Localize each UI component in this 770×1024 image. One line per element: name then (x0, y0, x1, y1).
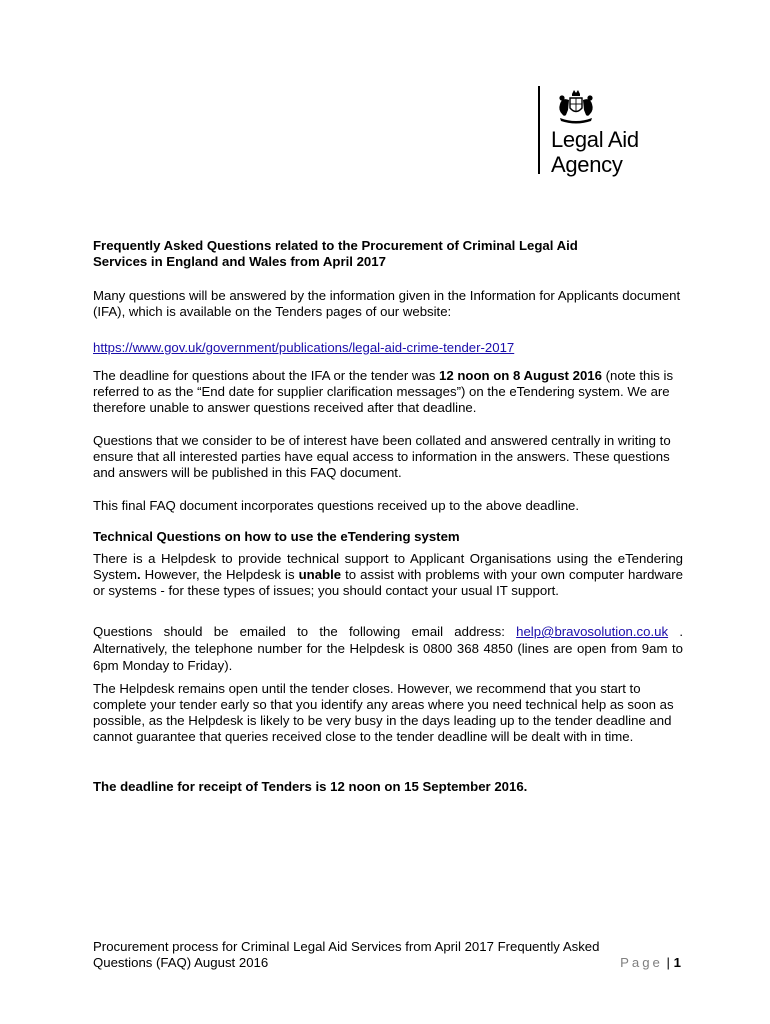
logo-divider (538, 86, 540, 174)
footer-line-1: Procurement process for Criminal Legal Aid Services from April 2017 Frequently Asked (93, 939, 600, 954)
technical-heading: Technical Questions on how to use the eTendering system (93, 529, 460, 544)
royal-coat-of-arms-icon (554, 88, 598, 128)
deadline-paragraph (93, 368, 683, 416)
email-text-b: . Alternatively, the telephone number for the Helpdesk is 0800 368 4850 (lines are open from 9am to 6pm Monday to Friday). (93, 624, 683, 673)
helpdesk-text-b: However, the Helpdesk is (140, 567, 299, 582)
title-line-2: Services in England and Wales from April 2017 (93, 254, 386, 269)
page-separator: | (666, 955, 670, 970)
helpdesk-paragraph (93, 551, 683, 599)
intro-paragraph: Many questions will be answered by the information given in the Information for Applicants document (IFA), which is available on the Tenders pages of our website: (93, 288, 681, 319)
footer-line-2: Questions (FAQ) August 2016 (93, 955, 269, 970)
deadline-text-post: (note this is referred to as the “End date for supplier clarification messages”) on the eTendering system. We are therefore unable to answer questions received after that deadline. (93, 368, 674, 415)
logo-line-1: Legal Aid (551, 127, 639, 152)
helpdesk-text-c: to assist with problems with your own computer hardware or systems - for these types of issues; you should contact your usual IT support. (93, 567, 683, 598)
document-title (93, 238, 683, 270)
helpdesk-text-a: There is a Helpdesk to provide technical support to Applicant Organisations using the eTendering System (93, 551, 683, 582)
tender-deadline-statement: The deadline for receipt of Tenders is 12 noon on 15 September 2016. (93, 779, 528, 794)
helpdesk-unable: unable (298, 567, 342, 582)
tender-link[interactable]: https://www.gov.uk/government/publications/legal-aid-crime-tender-2017 (93, 340, 515, 355)
deadline-date: 12 noon on 8 August 2016 (439, 368, 602, 383)
final-note-paragraph: This final FAQ document incorporates questions received up to the above deadline. (93, 498, 580, 513)
page-label: Page (620, 955, 663, 970)
page-number: 1 (673, 955, 681, 970)
title-line-1: Frequently Asked Questions related to the Procurement of Criminal Legal Aid (93, 238, 578, 253)
email-text-a: Questions should be emailed to the following email address: (93, 624, 517, 639)
logo-wordmark (551, 127, 639, 177)
logo-line-2: Agency (551, 152, 623, 177)
helpdesk-open-paragraph: The Helpdesk remains open until the tender closes. However, we recommend that you start to complete your tender early so that you identify any areas where you need technical help as soon as possible, as the Helpdesk is likely to be very busy in the days leading up to the tender deadline and cannot guarantee that queries received close to the tender deadline will be dealt with in time. (93, 681, 674, 744)
email-paragraph (93, 623, 683, 674)
helpdesk-dot: . (136, 567, 141, 582)
collated-paragraph: Questions that we consider to be of interest have been collated and answered centrally in writing to ensure that all interested parties have equal access to information in the answers. These questions and answers will be published in this FAQ document. (93, 433, 671, 480)
page-footer (93, 939, 681, 971)
page-number-block (620, 955, 681, 971)
document-body (93, 238, 683, 795)
deadline-text-pre: The deadline for questions about the IFA or the tender was (93, 368, 440, 383)
legal-aid-agency-logo (538, 86, 668, 178)
helpdesk-email-link[interactable]: help@bravosolution.co.uk (516, 624, 669, 639)
